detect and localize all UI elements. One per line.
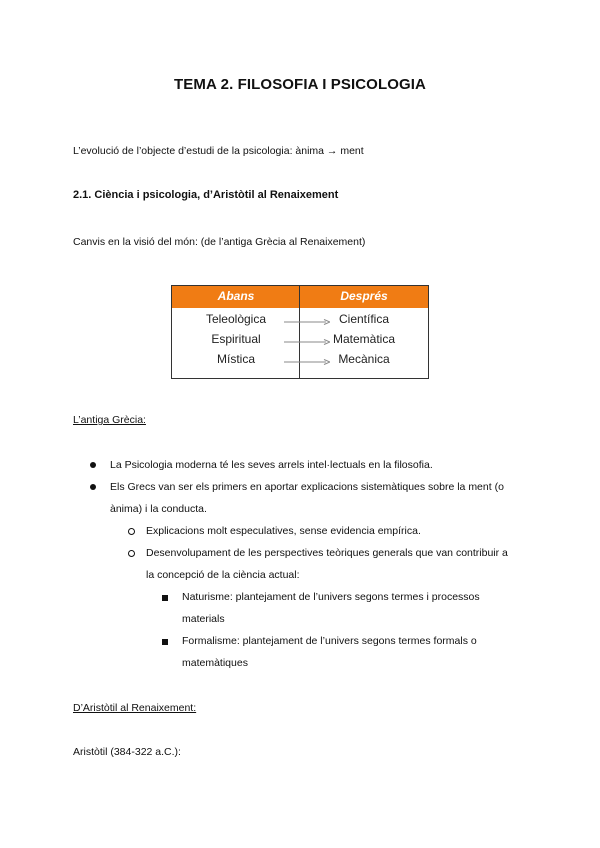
table-row (172, 352, 428, 372)
header-after: Després (340, 289, 388, 303)
list-item-text: materials (182, 613, 225, 625)
table-header (172, 286, 428, 308)
cell-before: Mística (216, 352, 255, 366)
list-item-text: la concepció de la ciència actual: (146, 569, 300, 581)
cell-after: Científica (338, 312, 390, 326)
list-item-text: Els Grecs van ser els primers en aportar explicacions sistemàtiques sobre la ment (o (110, 481, 504, 493)
circle-bullet-icon (128, 550, 135, 557)
bullet-icon (90, 484, 96, 490)
list-item-text: La Psicologia moderna té les seves arrels intel·lectuals en la filosofia. (110, 459, 433, 471)
aristotle-line: Aristòtil (384-322 a.C.): (73, 746, 181, 758)
worldview-table (171, 285, 429, 379)
section-heading: 2.1. Ciència i psicologia, d’Aristòtil al Renaixement (73, 189, 339, 201)
list-item-text: matemàtiques (182, 657, 248, 669)
bullet-icon (90, 462, 96, 468)
list-item-text: ànima) i la conducta. (110, 503, 207, 515)
cell-after: Mecànica (338, 352, 390, 366)
list-item-text: Desenvolupament de les perspectives teòriques generals que van contribuir a (146, 547, 508, 559)
cell-before: Espiritual (211, 332, 261, 346)
cell-before: Teleològica (205, 312, 267, 326)
table-row (172, 312, 428, 332)
intro-text: L’evolució de l’objecte d’estudi de la psicologia: ànima → ment (73, 145, 364, 157)
circle-bullet-icon (128, 528, 135, 535)
list-item-text: Explicacions molt especulatives, sense evidencia empírica. (146, 525, 421, 537)
aristotle-heading: D’Aristòtil al Renaixement: (73, 702, 197, 714)
list-item-text: Naturisme: plantejament de l’univers segons termes i processos (182, 591, 480, 603)
header-before: Abans (217, 289, 255, 303)
square-bullet-icon (162, 595, 168, 601)
list-item-text: Formalisme: plantejament de l’univers segons termes formals o (182, 635, 477, 647)
cell-after: Matemàtica (332, 332, 396, 346)
square-bullet-icon (162, 639, 168, 645)
changes-caption: Canvis en la visió del món: (de l’antiga Grècia al Renaixement) (73, 236, 366, 248)
table-row (172, 332, 428, 352)
page-title: TEMA 2. FILOSOFIA I PSICOLOGIA (174, 76, 426, 93)
greece-heading: L’antiga Grècia: (73, 414, 146, 426)
